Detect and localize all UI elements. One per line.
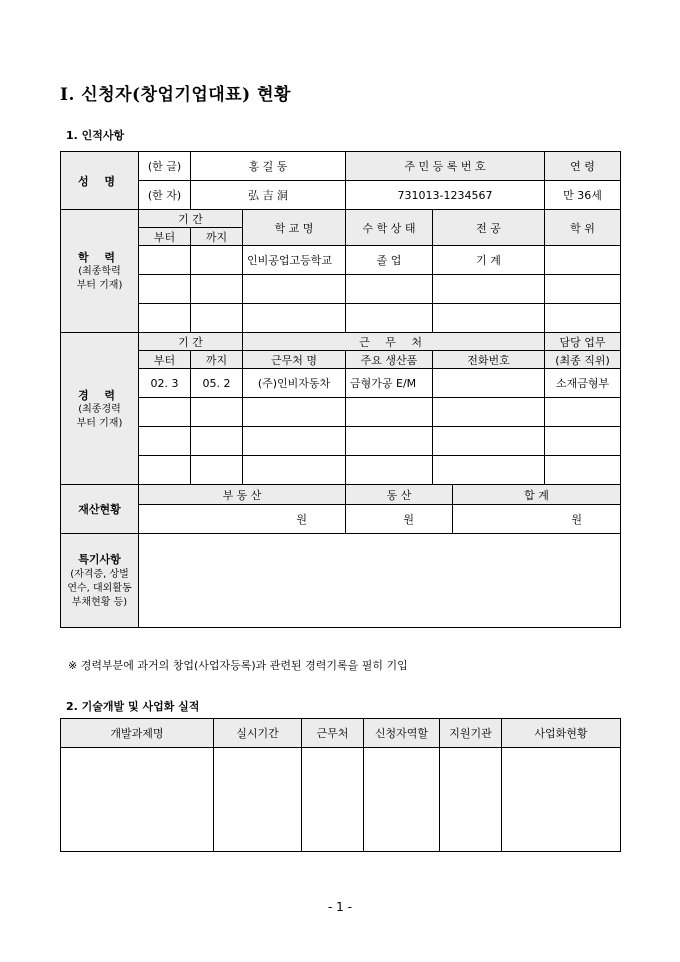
hanja-name-value: 弘 吉 洞 [191,181,346,210]
name-label: 성 명 [61,152,139,210]
tech-header-role: 신청자역할 [364,719,440,748]
edu-degree-header: 학 위 [545,210,621,246]
career-row [61,369,621,398]
career-to [191,456,243,485]
career-from [139,427,191,456]
career-name [243,427,346,456]
career-label-main: 경 력 [77,388,122,402]
edu-school [243,304,346,333]
edu-major [433,304,545,333]
tech-header-workplace: 근무처 [302,719,364,748]
career-product: 금형가공 E/M [346,369,433,398]
special-label-sub3: 부채현황 등) [71,596,128,608]
edu-degree [545,246,621,275]
edu-from [139,246,191,275]
edu-from [139,275,191,304]
career-product [346,398,433,427]
career-name [243,398,346,427]
education-row [61,246,621,275]
edu-school: 인비공업고등학교 [243,246,346,275]
edu-to [191,304,243,333]
career-phone [433,456,545,485]
edu-from-header: 부터 [139,228,191,246]
edu-to [191,275,243,304]
career-name: (주)인비자동차 [243,369,346,398]
career-label-sub1: (최종경력 [78,403,121,415]
special-label [61,534,139,628]
edu-status: 졸 업 [346,246,433,275]
rrn-label: 주 민 등 록 번 호 [346,152,545,181]
section-tech-heading: 2. 기술개발 및 사업화 실적 [66,700,200,713]
career-from: 02. 3 [139,369,191,398]
career-workplace-group-header: 근 무 처 [243,333,545,351]
personal-info-table [60,151,621,628]
career-phone [433,369,545,398]
career-duty: 소재금형부 [545,369,621,398]
career-product-header: 주요 생산품 [346,351,433,369]
edu-school-header: 학 교 명 [243,210,346,246]
section-personal-heading: 1. 인적사항 [66,129,125,142]
special-label-main: 특기사항 [78,552,121,566]
career-period-header: 기 간 [139,333,243,351]
career-row [61,427,621,456]
edu-period-header: 기 간 [139,210,243,228]
hanja-label: (한 자) [139,181,191,210]
assets-realestate-value: 원 [139,505,346,534]
career-duty [545,427,621,456]
tech-row [61,748,621,852]
career-duty-sub-header: (최종 직위) [545,351,621,369]
career-duty-header: 담당 업무 [545,333,621,351]
edu-from [139,304,191,333]
career-phone-header: 전화번호 [433,351,545,369]
tech-header-period: 실시기간 [214,719,302,748]
special-value [139,534,621,628]
career-label-sub2: 부터 기재) [76,417,123,429]
tech-cell [364,748,440,852]
career-note: ※ 경력부분에 과거의 창업(사업자등록)과 관련된 경력기록을 필히 기입 [68,659,408,672]
tech-cell [61,748,214,852]
edu-to [191,246,243,275]
assets-movable-header: 동 산 [346,485,453,505]
special-label-sub1: (자격증, 상벌 [70,568,129,580]
tech-cell [502,748,621,852]
education-row [61,275,621,304]
age-label: 연 령 [545,152,621,181]
tech-header-status: 사업화현황 [502,719,621,748]
career-row [61,456,621,485]
career-to [191,427,243,456]
career-product [346,427,433,456]
assets-total-value: 원 [453,505,621,534]
edu-major [433,275,545,304]
tech-cell [214,748,302,852]
edu-degree [545,275,621,304]
career-to: 05. 2 [191,369,243,398]
edu-major-header: 전 공 [433,210,545,246]
career-from [139,398,191,427]
edu-degree [545,304,621,333]
education-label [61,210,139,333]
assets-movable-value: 원 [346,505,453,534]
tech-header-agency: 지원기관 [440,719,502,748]
edu-to-header: 까지 [191,228,243,246]
tech-header-project: 개발과제명 [61,719,214,748]
career-to-header: 까지 [191,351,243,369]
education-row [61,304,621,333]
assets-label: 재산현황 [61,485,139,534]
page-number: - 1 - [328,900,352,914]
career-from [139,456,191,485]
edu-status [346,275,433,304]
edu-major: 기 계 [433,246,545,275]
tech-cell [440,748,502,852]
career-duty [545,398,621,427]
career-phone [433,427,545,456]
rrn-value: 731013-1234567 [346,181,545,210]
edu-status [346,304,433,333]
career-from-header: 부터 [139,351,191,369]
assets-total-header: 합 계 [453,485,621,505]
career-product [346,456,433,485]
edu-school [243,275,346,304]
career-label [61,333,139,485]
career-workplace-name-header: 근무처 명 [243,351,346,369]
career-name [243,456,346,485]
edu-status-header: 수 학 상 태 [346,210,433,246]
career-row [61,398,621,427]
career-duty [545,456,621,485]
hangul-name-value: 홍 길 동 [191,152,346,181]
page-title: I. 신청자(창업기업대표) 현황 [60,85,291,105]
education-label-sub1: (최종학력 [78,266,121,277]
career-phone [433,398,545,427]
education-label-main: 학 력 [77,251,122,264]
education-label-sub2: 부터 기재) [76,280,123,291]
hangul-label: (한 글) [139,152,191,181]
assets-realestate-header: 부 동 산 [139,485,346,505]
tech-development-table [60,718,621,852]
age-value: 만 36세 [545,181,621,210]
career-to [191,398,243,427]
special-label-sub2: 연수, 대외활동 [67,582,132,594]
tech-cell [302,748,364,852]
